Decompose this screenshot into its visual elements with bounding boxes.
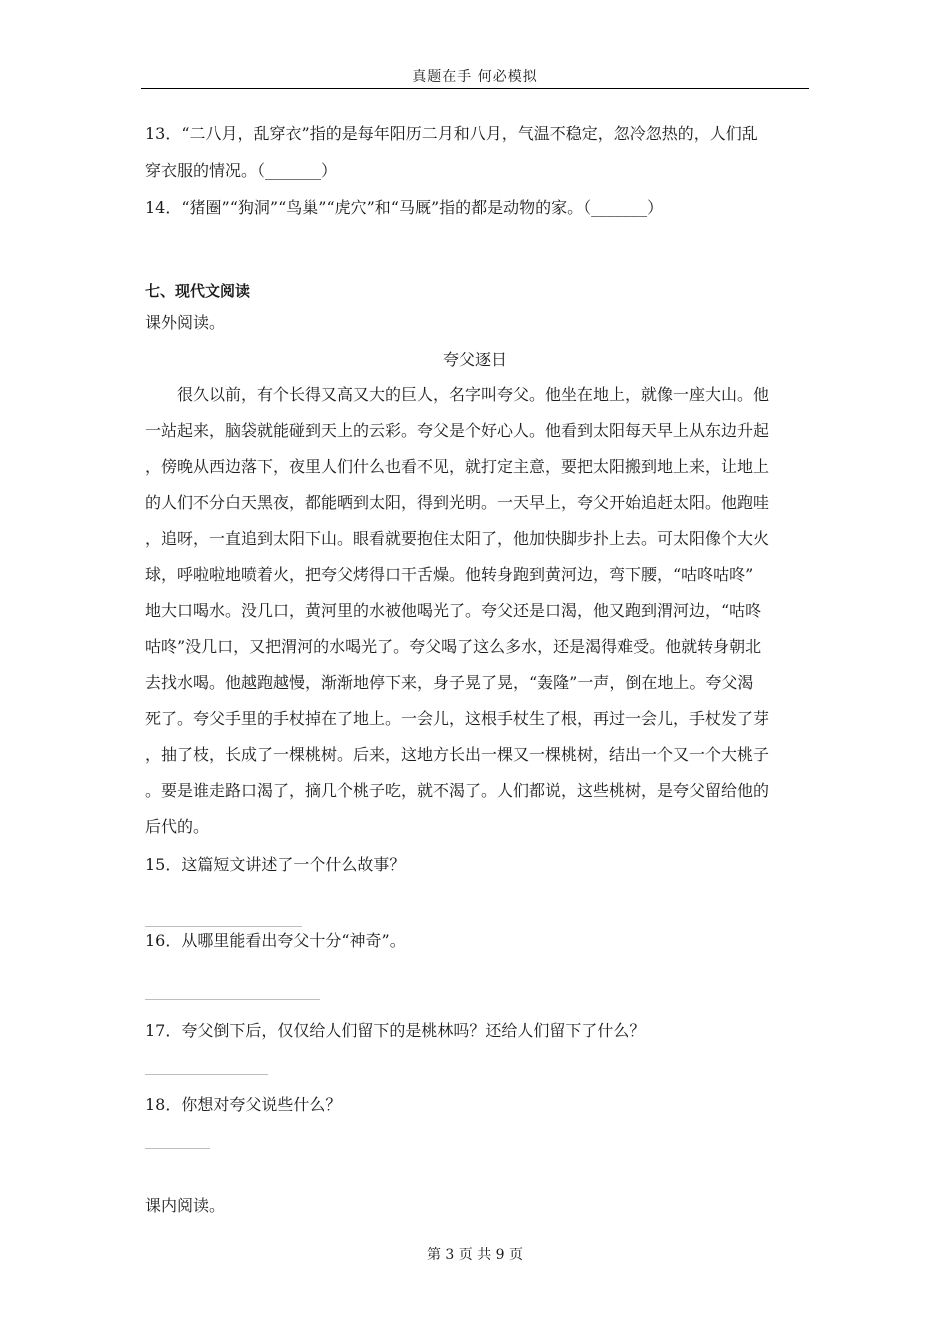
question-16: 16．从哪里能看出夸父十分“神奇”。 (145, 931, 406, 950)
passage-line: 后代的。 (145, 817, 210, 836)
passage-title: 夸父逐日 (442, 350, 507, 369)
passage-line: ，傍晚从西边落下，夜里人们什么也看不见，就打定主意，要把太阳搬到地上来，让地上 (145, 457, 770, 476)
answer-line-16[interactable] (145, 999, 320, 1000)
passage-line: 死了。夸父手里的手杖掉在了地上。一会儿，这根手杖生了根，再过一会儿，手杖发了芽 (145, 709, 770, 728)
question-17: 17．夸父倒下后，仅仅给人们留下的是桃林吗？还给人们留下了什么？ (145, 1021, 646, 1040)
passage-line: 一站起来，脑袋就能碰到天上的云彩。夸父是个好心人。他看到太阳每天早上从东边升起 (145, 421, 770, 440)
question-13-line-1: 13．“二八月，乱穿衣”指的是每年阳历二月和八月，气温不稳定，忽冷忽热的，人们乱 (145, 124, 758, 143)
question-15: 15．这篇短文讲述了一个什么故事？ (145, 855, 406, 874)
page-header-title: 真题在手 何必模拟 (412, 69, 538, 85)
header-divider (141, 88, 809, 89)
passage-line: 球，呼啦啦地喷着火，把夸父烤得口干舌燥。他转身跑到黄河边，弯下腰，“咕咚咕咚” (145, 565, 754, 584)
next-section-intro: 课内阅读。 (145, 1196, 226, 1215)
passage-line: ，抽了枝，长成了一棵桃树。后来，这地方长出一棵又一棵桃树，结出一个又一个大桃子 (145, 745, 770, 764)
question-13-line-2: 穿衣服的情况。（_______） (145, 161, 338, 180)
passage-line: 地大口喝水。没几口，黄河里的水被他喝光了。夸父还是口渴，他又跑到渭河边，“咕咚 (145, 601, 762, 620)
section-7-heading: 七、现代文阅读 (145, 282, 251, 300)
question-18: 18．你想对夸父说些什么？ (145, 1095, 342, 1114)
passage-line: ，追呀，一直追到太阳下山。眼看就要抱住太阳了，他加快脚步扑上去。可太阳像个大火 (145, 529, 770, 548)
page-number: 第 3 页 共 9 页 (426, 1247, 524, 1263)
answer-line-18[interactable] (145, 1148, 210, 1149)
passage-line: 去找水喝。他越跑越慢，渐渐地停下来，身子晃了晃，“轰隆”一声，倒在地上。夸父渴 (145, 673, 754, 692)
answer-line-17[interactable] (145, 1074, 268, 1075)
passage-line: 咕咚”没几口，又把渭河的水喝光了。夸父喝了这么多水，还是渴得难受。他就转身朝北 (145, 637, 762, 656)
passage-line: 。要是谁走路口渴了，摘几个桃子吃，就不渴了。人们都说，这些桃树，是夸父留给他的 (145, 781, 770, 800)
passage-line: 很久以前，有个长得又高又大的巨人，名字叫夸父。他坐在地上，就像一座大山。他 (177, 385, 770, 404)
section-7-intro: 课外阅读。 (145, 313, 226, 332)
passage-line: 的人们不分白天黑夜，都能晒到太阳，得到光明。一天早上，夸父开始追赶太阳。他跑哇 (145, 493, 770, 512)
question-14: 14．“猪圈”“狗洞”“鸟巢”“虎穴”和“马厩”指的都是动物的家。（_______） (145, 198, 664, 217)
answer-line-15[interactable] (145, 926, 302, 927)
